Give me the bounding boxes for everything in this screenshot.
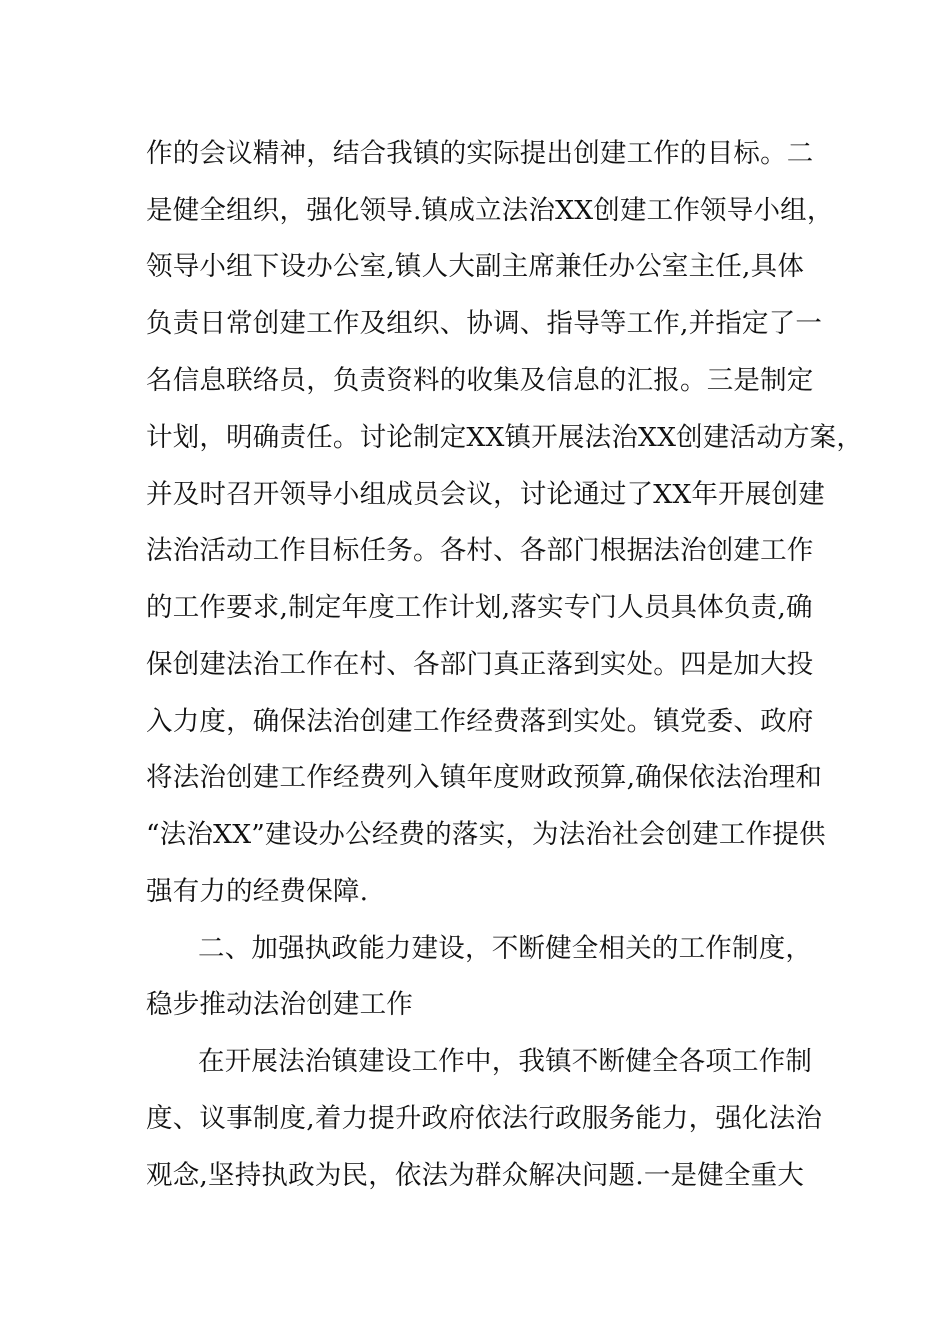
text-line: 领导小组下设办公室,镇人大副主席兼任办公室主任,具体 [146, 251, 805, 282]
text-line: 负责日常创建工作及组织、协调、指导等工作,并指定了一 [146, 308, 823, 339]
text-line: 保创建法治工作在村、各部门真正落到实处。四是加大投 [146, 649, 814, 680]
text-line: 作的会议精神，结合我镇的实际提出创建工作的目标。二 [146, 138, 814, 169]
text-line: 入力度，确保法治创建工作经费落到实处。镇党委、政府 [146, 706, 814, 737]
text-line: 计划，明确责任。讨论制定XX镇开展法治XX创建活动方案， [146, 422, 864, 453]
section-heading-line: 二、加强执政能力建设，不断健全相关的工作制度， [198, 933, 813, 964]
text-line: 度、议事制度,着力提升政府依法行政服务能力，强化法治 [146, 1103, 823, 1134]
text-line: 名信息联络员，负责资料的收集及信息的汇报。三是制定 [146, 365, 814, 396]
text-line: 将法治创建工作经费列入镇年度财政预算,确保依法治理和 [146, 762, 823, 793]
paragraph-first-line: 在开展法治镇建设工作中，我镇不断健全各项工作制 [198, 1046, 813, 1077]
text-line: “法治XX”建设办公经费的落实，为法治社会创建工作提供 [146, 819, 826, 850]
text-line: 的工作要求,制定年度工作计划,落实专门人员具体负责,确 [146, 592, 813, 623]
text-line: 强有力的经费保障. [146, 876, 369, 907]
section-heading-line: 稳步推动法治创建工作 [146, 989, 413, 1020]
text-line: 法治活动工作目标任务。各村、各部门根据法治创建工作 [146, 535, 814, 566]
text-line: 并及时召开领导小组成员会议，讨论通过了XX年开展创建 [146, 479, 825, 510]
text-line: 是健全组织，强化领导.镇成立法治XX创建工作领导小组， [146, 195, 834, 226]
text-line: 观念,坚持执政为民，依法为群众解决问题.一是健全重大 [146, 1160, 805, 1191]
